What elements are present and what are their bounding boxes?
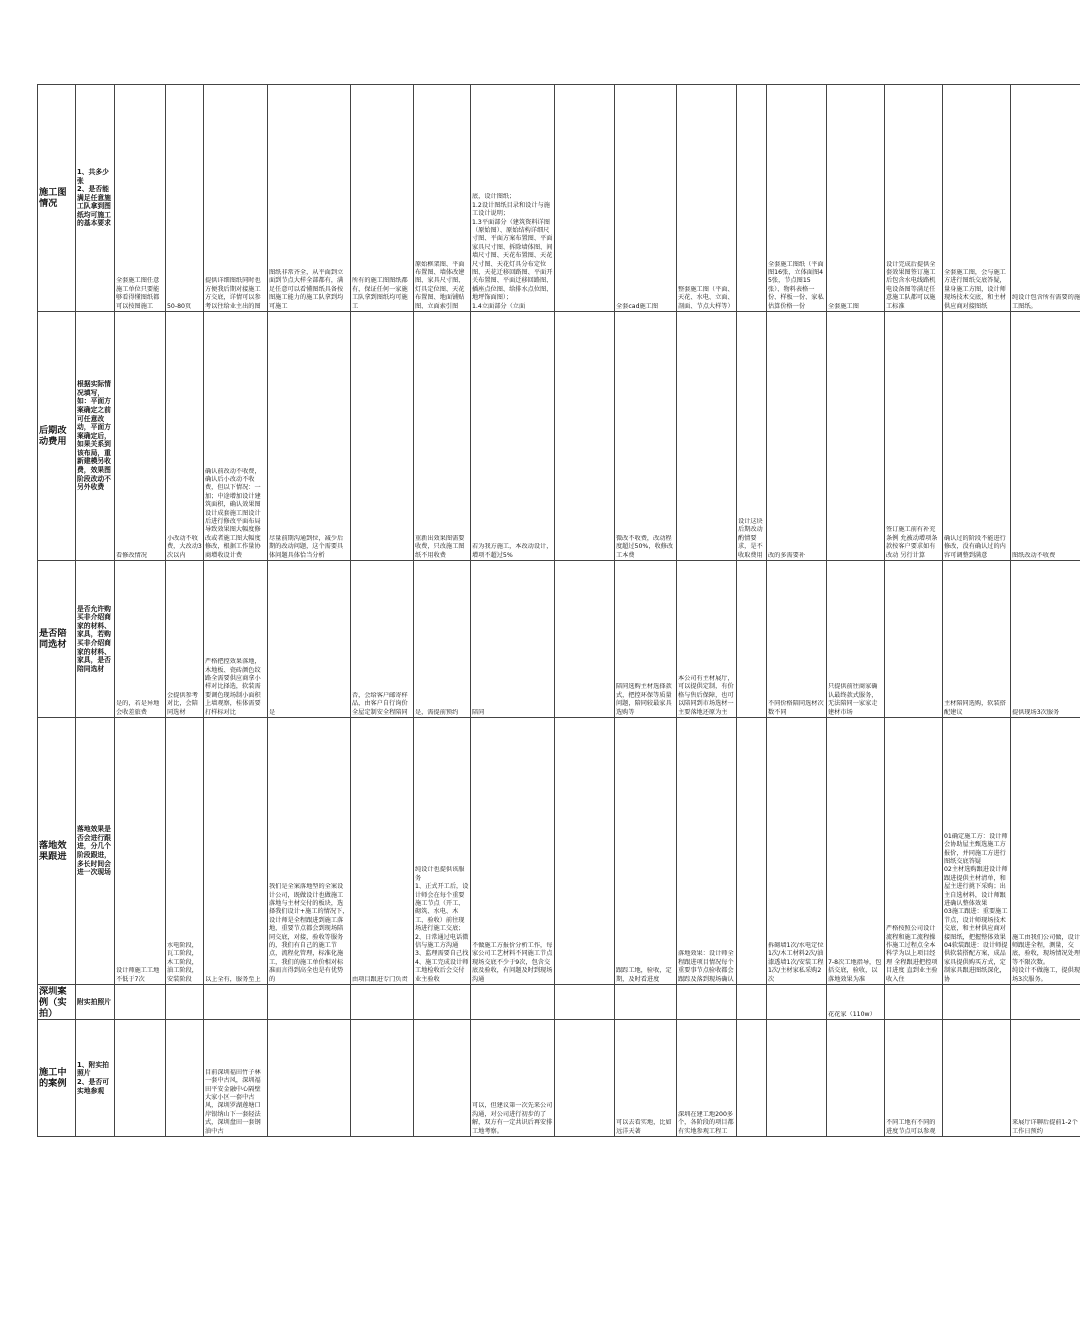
cell-text: 设计这块后期改动酌情要求，是不收取费用 (738, 517, 763, 559)
table-cell (115, 718, 166, 985)
table-cell (414, 561, 471, 718)
table-cell (827, 1020, 885, 1137)
cell-text: 重新出效果图需要收费，只改施工图纸不用收费 (415, 534, 465, 559)
cell-text: 会提供参考对比，会陪同选材 (167, 691, 198, 716)
cell-text: 水电阶段，瓦工阶段，木工阶段，油工阶段，安装阶段 (167, 941, 198, 983)
cell-text: 是否允许购买非介绍商家的材料、家具，若购买非介绍商家的材料、家具，是否陪同选材 (77, 604, 111, 673)
table-cell (414, 1020, 471, 1137)
table-cell (943, 561, 1011, 718)
table-cell (1011, 718, 1080, 985)
table-cell (471, 85, 555, 312)
table-cell (677, 985, 737, 1020)
table-cell (1011, 312, 1080, 561)
cell-text: 签订施工前有补充条例 允被动增项条款按客户要求如有改动 另行计算 (886, 526, 938, 559)
table-cell (351, 1020, 414, 1137)
cell-text: 7-8次工地指导，包括交底，验收，以落地效果为准 (828, 958, 882, 983)
table-cell (885, 85, 943, 312)
table-cell (555, 1020, 615, 1137)
cell-text: 跟踪工地，验收，定期，及时看进度 (616, 967, 672, 983)
cell-text: 只提供前往商家确认最终款式服务，无法陪同一家家走建材市场 (828, 683, 878, 716)
table-cell (677, 1020, 737, 1137)
table-cell (414, 985, 471, 1020)
table-cell (827, 312, 885, 561)
cell-text: 严格把控效果落地，木地板、瓷砖颜色纹路全需要供应商拿小样对比择选，软装需要调色现场制小面积上墙观察，桂体需要打样标对比 (205, 658, 261, 716)
cell-text: 是否陪同选材 (39, 628, 67, 650)
table-cell (204, 85, 268, 312)
table-cell (351, 312, 414, 561)
table-cell (943, 718, 1011, 985)
row-header (38, 718, 76, 985)
cell-text: 目前深圳福田竹子林一套中古风，深圳福田平安金融中心隔壁大家小区一套中古风，深圳罗湖莲塘口岸银纳山下一套轻法式，深圳盘田一套钢油中古 (205, 1068, 261, 1135)
cell-text: 由项目跟进专门负责 (352, 975, 408, 983)
table-row (38, 561, 1080, 718)
row-header (38, 1020, 76, 1137)
table-cell (351, 985, 414, 1020)
cell-text: 施工图情况 (39, 187, 67, 209)
table-cell (885, 1020, 943, 1137)
cell-text: 附实拍照片 (77, 997, 111, 1006)
table-cell (115, 85, 166, 312)
table-cell (204, 1020, 268, 1137)
table-cell (767, 85, 827, 312)
cell-text: 我们是全案落地型的全案设计公司，既做设计也做施工落地与主材交付的板块，选择我们设计+施工的情况下，设计师是全程跟进到施工落地，重要节点都会到现场陪同交底，对接，验收等服务的，我们有自己的施工节点，流程化管理，标准化施工，我们的施工单价相对标准而言得到高全也是有优势的 (269, 883, 349, 983)
cell-text: 不同价格陪同选材次数不同 (768, 700, 824, 716)
table-cell (166, 561, 204, 718)
table-cell (268, 85, 351, 312)
table-row (38, 985, 1080, 1020)
row-header (38, 312, 76, 561)
table-cell (414, 718, 471, 985)
row-question (76, 561, 115, 718)
table-cell (943, 985, 1011, 1020)
table-cell (767, 312, 827, 561)
table-row (38, 85, 1080, 312)
cell-text: 主材陪同选购，软装搭配建议 (944, 700, 1006, 716)
table-cell (737, 561, 767, 718)
cell-text: 提供详细图纸同时也方便我后期对接施工方交底，详情可以参考以往给业主出的图 (205, 277, 261, 310)
cell-text: 尽量前期沟通到位，减少后期的改动问题，这个需要具体问题具体恰当分析 (269, 534, 344, 559)
cell-text: 是，需提前预约 (415, 708, 459, 716)
cell-text: 整套施工图（平面、天花、水电、立面、剖面、节点大样等） (678, 285, 734, 310)
row-question (76, 718, 115, 985)
table-cell (885, 312, 943, 561)
table-cell (767, 561, 827, 718)
table-cell (677, 718, 737, 985)
table-cell (268, 312, 351, 561)
table-cell (827, 561, 885, 718)
table-cell (268, 1020, 351, 1137)
cell-text: 图纸非常齐全，从平面到立面到节点大样全部都有，满足任意可以看懂图纸具备按图施工能力的施工队拿到均可施工 (269, 268, 344, 310)
cell-text: 不同工地有不同的进度节点可以参观 (886, 1119, 936, 1135)
table-cell (767, 985, 827, 1020)
cell-text: 全套施工图纸（平面图16张，立体面图45张，节点图15张）、物料表格一份、样板一份、家私估算价格一份 (768, 260, 824, 310)
cell-text: 来展厅详聊后提前1-2个工作日预约 (1012, 1119, 1078, 1135)
table-cell (885, 561, 943, 718)
table-cell (767, 1020, 827, 1137)
cell-text: 施工中的案例 (39, 1067, 67, 1089)
cell-text: 深圳在建工地200多个，各阶段的项目都有实地参观工程工 (678, 1110, 734, 1135)
table-cell (555, 561, 615, 718)
cell-text: 设计师施工工地不低于7次 (116, 967, 160, 983)
table-cell (471, 1020, 555, 1137)
table-cell (204, 312, 268, 561)
row-question (76, 985, 115, 1020)
cell-text: 全套施工图任意施工单位只要能够看得懂图纸都可以按图施工 (116, 277, 160, 310)
table-cell (943, 1020, 1011, 1137)
table-cell (115, 561, 166, 718)
table-cell (555, 85, 615, 312)
row-question (76, 1020, 115, 1137)
table-cell (351, 561, 414, 718)
cell-text: 小改动不收费，大改动3次以内 (167, 534, 202, 559)
cell-text: 01确定施工方：设计师会协助屋主甄选施工方报价，并同施工方进行图纸交底答疑 02主材选购跟进设计师跟进提供主材清单，和屋主进行挑下采购；出主自选材料，设计师跟进确认整体效果 03施工跟进：重要施工节点，设计师现场技术交底，和主材供应商对接图纸，把握整体效果 04软装跟进：设计师提供软装搭配方案，成品家具提供购买方式，定制家具跟进图纸深化，协 (944, 832, 1008, 983)
cell-text: 陪同选购主材选择款式，把控环保等质量问题，陪同较最家具选购等 (616, 683, 672, 716)
table-cell (166, 718, 204, 985)
table-cell (615, 985, 677, 1020)
cell-text: 深圳案例（实拍） (39, 985, 67, 1019)
cell-text: 1、共多少张 2、是否能满足任意施工队拿到图纸均可施工的基本要求 (77, 167, 111, 228)
row-header (38, 85, 76, 312)
table-cell (471, 561, 555, 718)
cell-text: 1、附实拍照片 2、是否可实地参观 (77, 1060, 109, 1095)
cell-text: 看修改情况 (116, 551, 147, 559)
table-cell (737, 312, 767, 561)
table-cell (166, 312, 204, 561)
table-cell (166, 985, 204, 1020)
cell-text: 设计完成后提供全套效果图签订施工后包含水电线路机电设备图等满足任意施工队都可以施工标准 (886, 260, 936, 310)
table-cell (555, 985, 615, 1020)
table-cell (351, 718, 414, 985)
cell-text: 是 (269, 708, 276, 716)
table-cell (555, 718, 615, 985)
table-cell (166, 85, 204, 312)
table-cell (115, 985, 166, 1020)
table-cell (414, 312, 471, 561)
table-cell (471, 312, 555, 561)
table-cell (414, 85, 471, 312)
cell-text: 改的多需要补 (768, 551, 806, 559)
table-cell (615, 1020, 677, 1137)
cell-text: 所有的施工图图纸都有，保证任何一家施工队拿到图纸均可施工 (352, 277, 408, 310)
table-cell (268, 718, 351, 985)
cell-text: 是的，若是异地会收差旅费 (116, 700, 160, 716)
table-cell (827, 985, 885, 1020)
table-cell (827, 718, 885, 985)
cell-text: 微改不收费，改动程度超过50%，收修改工本费 (616, 534, 674, 559)
table-cell (115, 1020, 166, 1137)
cell-text: 施工由我们公司做，设计师跟进全程，测量，交底，验收，现场情况处理等不限次数。 纯设计不做施工，提供现场3次服务。 (1012, 933, 1080, 983)
row-question (76, 85, 115, 312)
table-cell (943, 312, 1011, 561)
cell-text: 原始框架图、平面布置图、墙体改建图、家具尺寸图、灯具定位图、天花布置图、地面铺贴图、立面索引图 (415, 260, 465, 310)
table-cell (615, 85, 677, 312)
table-row (38, 312, 1080, 561)
table-cell (827, 85, 885, 312)
table-cell (115, 312, 166, 561)
table-cell (555, 312, 615, 561)
cell-text: 全套施工图，会与施工方进行图纸交底答疑，量身施工方图，设计师现场技术交底，和主材供应商对接图纸 (944, 268, 1006, 310)
cell-text: 纯设计包含所有需要的施工图纸。 (1012, 294, 1080, 310)
table-row (38, 718, 1080, 985)
table-cell (471, 985, 555, 1020)
cell-text: 提供现场3次服务 (1012, 708, 1060, 716)
cell-text: 若为我方施工，本改动设计，增项不超过5% (472, 543, 553, 559)
cell-text: 花花家（110w） (828, 1010, 876, 1018)
cell-text: 确认过的阶段不能进行修改，没有确认过的内容可调整到满意 (944, 534, 1006, 559)
row-header (38, 985, 76, 1020)
table-cell (1011, 985, 1080, 1020)
cell-text: 本公司有主材展厅，可以提供定制，有价格与售后保障，也可以陪同到市场选材一主要落地还原为主 (678, 674, 734, 716)
table-cell (677, 561, 737, 718)
cell-text: 50-80页 (167, 302, 192, 310)
table-cell (737, 85, 767, 312)
table-cell (737, 1020, 767, 1137)
table-cell (351, 85, 414, 312)
table-row (38, 1020, 1080, 1137)
cell-text: 拆砌墙1次/水电定位1次/木工材料2次/油漆透墙1次/安装工程1次/主材家私采购2次 (768, 941, 824, 983)
cell-text: 确认前改动不收费，确认后小改动不收费，但以下情况：一加；中途增加设计建筑面积，确认效果图设计成套施工图设计后进行修改平面布局导致效果图大幅度修改或者施工图大幅度修改，根据工作量协商增收设计费 (205, 467, 261, 559)
cell-text: 以上全有，服务至上 (205, 975, 261, 983)
table-cell (268, 561, 351, 718)
table-cell (471, 718, 555, 985)
row-question (76, 312, 115, 561)
table-cell (677, 312, 737, 561)
table-cell (268, 985, 351, 1020)
cell-text: 后期改动费用 (39, 425, 67, 447)
table-cell (615, 312, 677, 561)
table-cell (1011, 1020, 1080, 1137)
table-cell (737, 985, 767, 1020)
table-cell (615, 718, 677, 985)
table-cell (737, 718, 767, 985)
cell-text: 落地效果跟进 (39, 840, 67, 862)
table-cell (204, 561, 268, 718)
cell-text: 底，设计图纸； 1.2设计图纸目录和设计与施工设计说明； 1.3平面部分（建筑资料详图（原始图）、原始结构详细尺寸图、平面方案布置图、平面家具尺寸图、拆除墙体图、间墙尺寸图、天花布置图、天花尺寸图、天花灯具分布定位图、天花迁移回路图、平面开关布置图、平面迁移回路图、插座点位图、给排水点位图、地坪饰面图）； 1.4立面部分（立面 (472, 193, 553, 310)
cell-text: 陪同 (472, 708, 485, 716)
table-cell (677, 85, 737, 312)
table-cell (943, 85, 1011, 312)
table-cell (885, 985, 943, 1020)
table-cell (166, 1020, 204, 1137)
table-cell (204, 985, 268, 1020)
comparison-table (37, 84, 1080, 1137)
table-cell (1011, 561, 1080, 718)
cell-text: 图纸改动不收费 (1012, 551, 1056, 559)
table-cell (1011, 85, 1080, 312)
table-cell (204, 718, 268, 985)
cell-text: 可以，但建议第一次先来公司沟通，对公司进行初步的了解，双方有一定共识后再安排工地考察。 (472, 1102, 553, 1135)
cell-text: 否，会给客户邮寄样品，由客户自行询价全屋定制安全程陪同 (352, 691, 408, 716)
cell-text: 严格按照公司设计流程和施工流程操作施工过程点全本科学为以上项目经理 全程跟进把控项目进度 直到业主验收入住 (886, 925, 938, 983)
cell-text: 可以去看实地，比如远洋天著 (616, 1119, 672, 1135)
table-cell (615, 561, 677, 718)
cell-text: 全套施工图 (828, 302, 859, 310)
cell-text: 不做施工方报价分析工作，每家公司工艺材料不同施工节点现场交底不少于9次，包含交底及验收，有问题及时到现场沟通 (472, 941, 553, 983)
cell-text: 纯设计也提供该服务 1、正式开工后，设计师会在每个重要施工节点（开工、砌筑、水电、木工、验收）前往现场进行施工交底； 2、日常通过电话微信与施工方沟通 3、监理需要自己找 4、施工完成设计师工地检收后会交付业主验收 (415, 866, 469, 983)
cell-text: 全套cad施工图 (616, 302, 659, 310)
cell-text: 落地效果是否会进行跟进，分几个阶段跟进，多长时间会进一次现场 (77, 825, 111, 877)
cell-text: 根据实际情况填写，如：平面方案确定之前可任意改动，平面方案确定后，如果关系到该布局，重新建模另收费，效果图阶段改动不另外收费 (77, 380, 111, 492)
table-cell (767, 718, 827, 985)
cell-text: 落地效果：设计师全程跟进项目情况每个重要事节点验收都会跟踪及落到现场确认 (678, 950, 734, 983)
table-cell (885, 718, 943, 985)
row-header (38, 561, 76, 718)
